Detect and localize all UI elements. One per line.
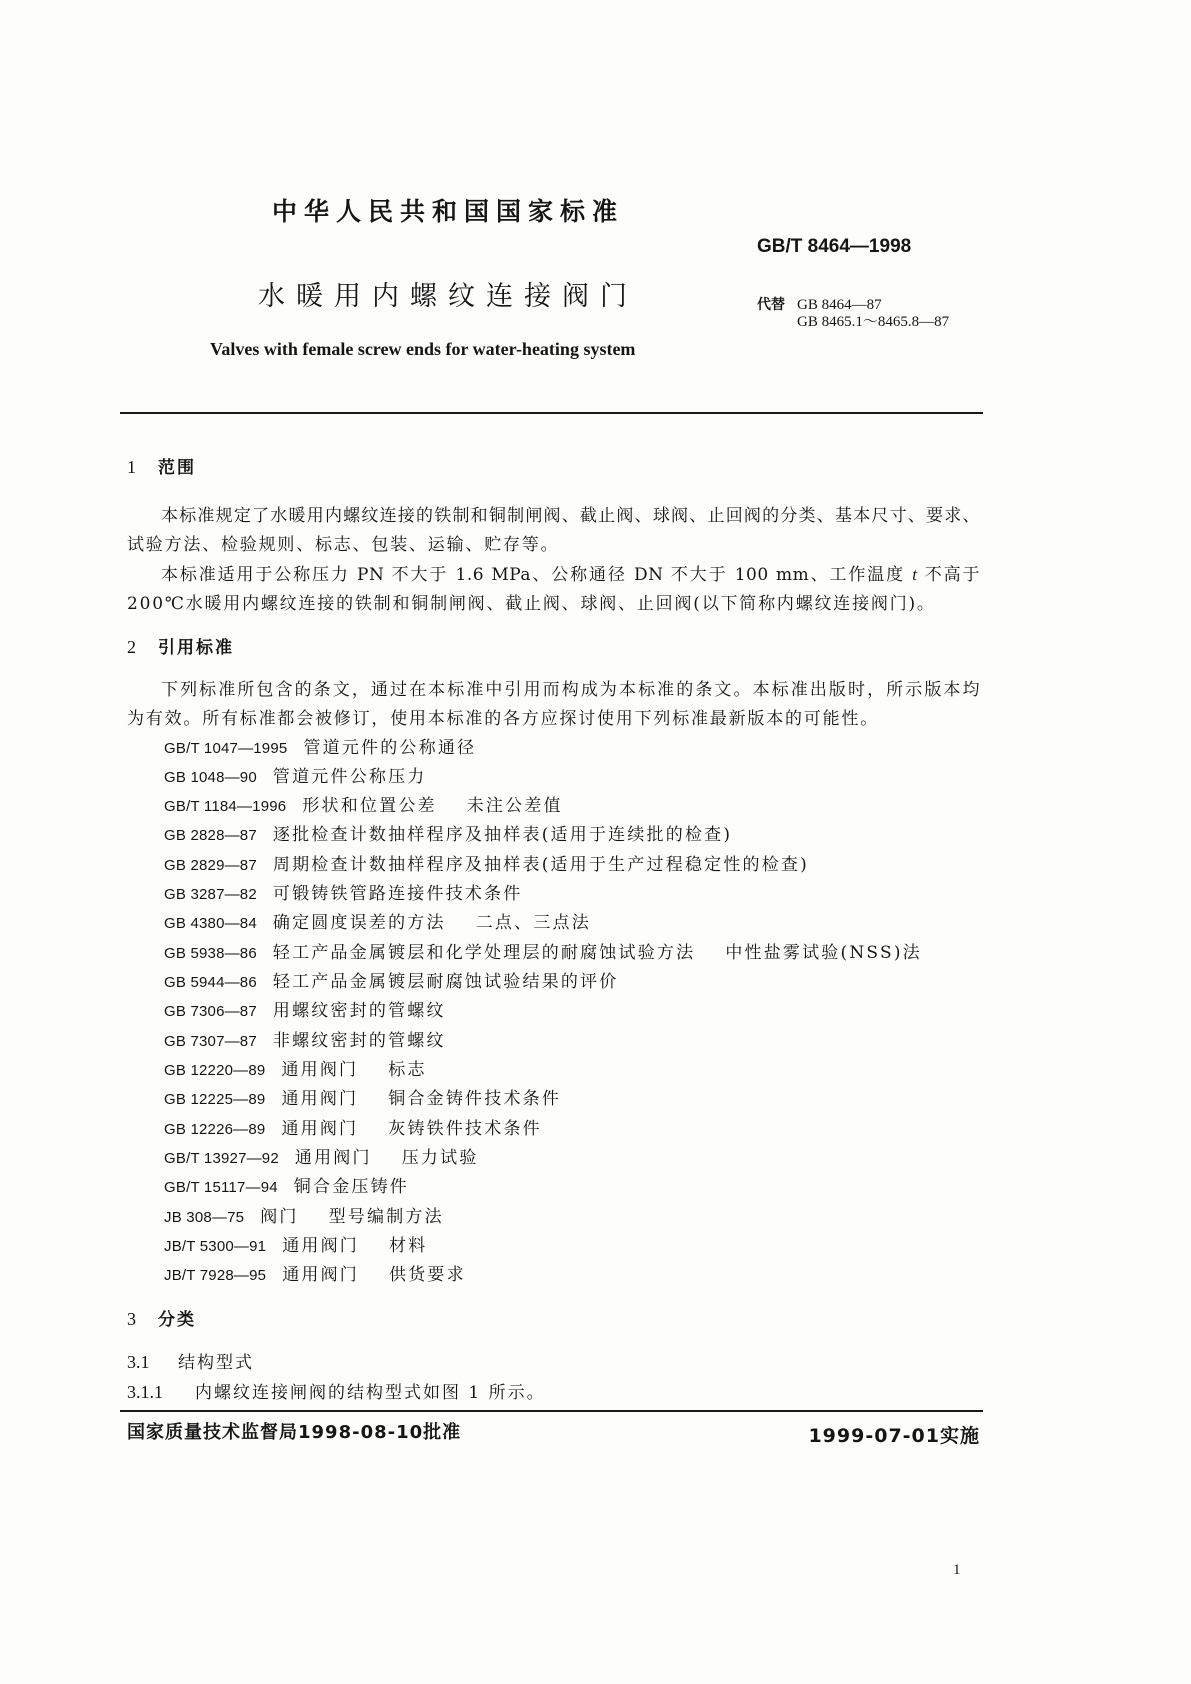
reference-title: 标志 [388,1060,427,1081]
reference-title: 供货要求 [389,1265,466,1286]
reference-code: GB 3287—82 [164,886,257,904]
reference-code: GB/T 13927—92 [164,1150,279,1168]
document-title-cn: 水暖用内螺纹连接阀门 [258,281,638,312]
approval-date: 国家质量技术监督局1998-08-10批准 [127,1422,462,1443]
section-title: 引用标准 [158,637,234,658]
reference-title: 可锻铸铁管路连接件技术条件 [272,884,523,905]
reference-list [164,734,922,1291]
reference-code: GB 12225—89 [164,1091,266,1109]
reference-title: 铜合金铸件技术条件 [388,1089,562,1110]
reference-item [164,1027,922,1056]
section-heading-classification [127,1305,196,1335]
reference-title: 通用阀门 [294,1148,372,1169]
reference-code: GB 12220—89 [164,1062,266,1080]
reference-title: 材料 [389,1236,428,1257]
reference-title: 中性盐雾试验(NSS)法 [725,942,922,963]
reference-item [164,821,922,850]
clause-3-1-1 [127,1378,546,1408]
reference-item [164,968,922,997]
text-segment: 不高于 [917,564,980,585]
section-heading-scope [127,453,196,483]
reference-title: 非螺纹密封的管螺纹 [272,1030,446,1051]
reference-code: GB 2828—87 [164,827,257,845]
replaces-line-1 [757,296,882,314]
paragraph-line: 本标准规定了水暖用内螺纹连接的铁制和铜制闸阀、截止阀、球阀、止回阀的分类、基本尺寸、要求、 [161,505,980,526]
reference-item [164,997,922,1026]
reference-title: 周期检查计数抽样程序及抽样表(适用于生产过程稳定性的检查) [272,854,809,875]
text-segment: 本标准适用于公称压力 PN 不大于 1.6 MPa、公称通径 DN 不大于 100 mm、工作温度 [161,564,913,585]
paragraph-line: 200℃水暖用内螺纹连接的铁制和铜制闸阀、截止阀、球阀、止回阀(以下简称内螺纹连接阀门)。 [127,593,936,614]
reference-title: 通用阀门 [282,1265,359,1286]
paragraph-line: 下列标准所包含的条文，通过在本标准中引用而构成为本标准的条文。本标准出版时，所示版本均 [161,679,980,700]
paragraph-line: 为有效。所有标准都会被修订，使用本标准的各方应探讨使用下列标准最新版本的可能性。 [127,708,879,729]
reference-title: 用螺纹密封的管螺纹 [272,1001,446,1022]
section-title: 分类 [158,1309,196,1330]
paragraph-line [127,560,980,590]
references-intro [127,676,980,734]
clause-title: 结构型式 [178,1352,254,1373]
reference-title: 通用阀门 [281,1089,359,1110]
reference-item [164,763,922,792]
reference-item [164,1144,922,1173]
standard-code: GB/T 8464—1998 [757,236,912,257]
section-number: 2 [127,636,136,657]
reference-item [164,1056,922,1085]
clause-3-1 [127,1348,546,1378]
reference-item [164,792,922,821]
reference-code: GB 2829—87 [164,856,257,874]
reference-item [164,1085,922,1114]
reference-code: GB/T 1184—1996 [164,798,287,816]
reference-title: 确定圆度误差的方法 [272,913,446,934]
reference-item [164,909,922,938]
section-heading-references [127,633,234,663]
section-number: 3 [127,1308,136,1329]
page-number: 1 [953,1562,961,1578]
replaces-label: 代替 [757,297,785,313]
reference-title: 通用阀门 [282,1236,359,1257]
reference-item [164,1232,922,1261]
reference-code: GB 7306—87 [164,1003,257,1021]
reference-title: 管道元件的公称通径 [303,737,477,758]
reference-code: GB 12226—89 [164,1120,266,1138]
reference-code: GB 5944—86 [164,974,257,992]
reference-title: 灰铸铁件技术条件 [388,1118,542,1139]
reference-title: 阀门 [260,1206,299,1227]
reference-title: 管道元件公称压力 [272,766,427,787]
national-standard-heading: 中华人民共和国国家标准 [272,197,625,226]
reference-item [164,880,922,909]
scope-body [127,502,980,619]
reference-title: 铜合金压铸件 [293,1177,409,1198]
reference-title: 型号编制方法 [328,1206,444,1227]
reference-title: 未注公差值 [466,796,563,817]
reference-item [164,734,922,763]
temperature-variable: t [912,564,918,584]
reference-title: 轻工产品金属镀层和化学处理层的耐腐蚀试验方法 [272,942,696,963]
footer-divider [120,1410,983,1412]
reference-item [164,939,922,968]
section-title: 范围 [158,457,196,478]
reference-title: 轻工产品金属镀层耐腐蚀试验结果的评价 [272,972,619,993]
clause-number: 3.1.1 [127,1381,163,1402]
paragraph-line: 试验方法、检验规则、标志、包装、运输、贮存等。 [127,534,560,555]
reference-title: 逐批检查计数抽样程序及抽样表(适用于连续批的检查) [272,825,733,846]
reference-code: GB 5938—86 [164,944,257,962]
reference-code: JB/T 7928—95 [164,1267,267,1285]
reference-code: GB 1048—90 [164,768,257,786]
clause-text: 内螺纹连接闸阀的结构型式如图 1 所示。 [195,1382,546,1403]
reference-item [164,1261,922,1290]
reference-code: JB 308—75 [164,1208,245,1226]
implementation-date: 1999-07-01实施 [808,1425,980,1447]
section-number: 1 [127,456,136,477]
reference-code: JB/T 5300—91 [164,1238,267,1256]
replaced-standard: GB 8464—87 [797,297,882,313]
reference-title: 通用阀门 [281,1118,359,1139]
classification-body [127,1348,546,1408]
reference-title: 通用阀门 [281,1060,359,1081]
reference-code: GB 4380—84 [164,915,257,933]
reference-item [164,851,922,880]
document-title-en: Valves with female screw ends for water-heating system [210,339,636,359]
reference-item [164,1203,922,1232]
reference-item [164,1115,922,1144]
reference-title: 压力试验 [401,1148,479,1169]
header-divider [120,412,983,414]
clause-number: 3.1 [127,1351,150,1372]
reference-title: 二点、三点法 [475,913,591,934]
reference-code: GB/T 1047—1995 [164,739,288,757]
reference-title: 形状和位置公差 [302,796,437,817]
replaced-standard: GB 8465.1～8465.8—87 [797,314,950,330]
reference-code: GB/T 15117—94 [164,1179,278,1197]
reference-item [164,1173,922,1202]
reference-code: GB 7307—87 [164,1032,257,1050]
